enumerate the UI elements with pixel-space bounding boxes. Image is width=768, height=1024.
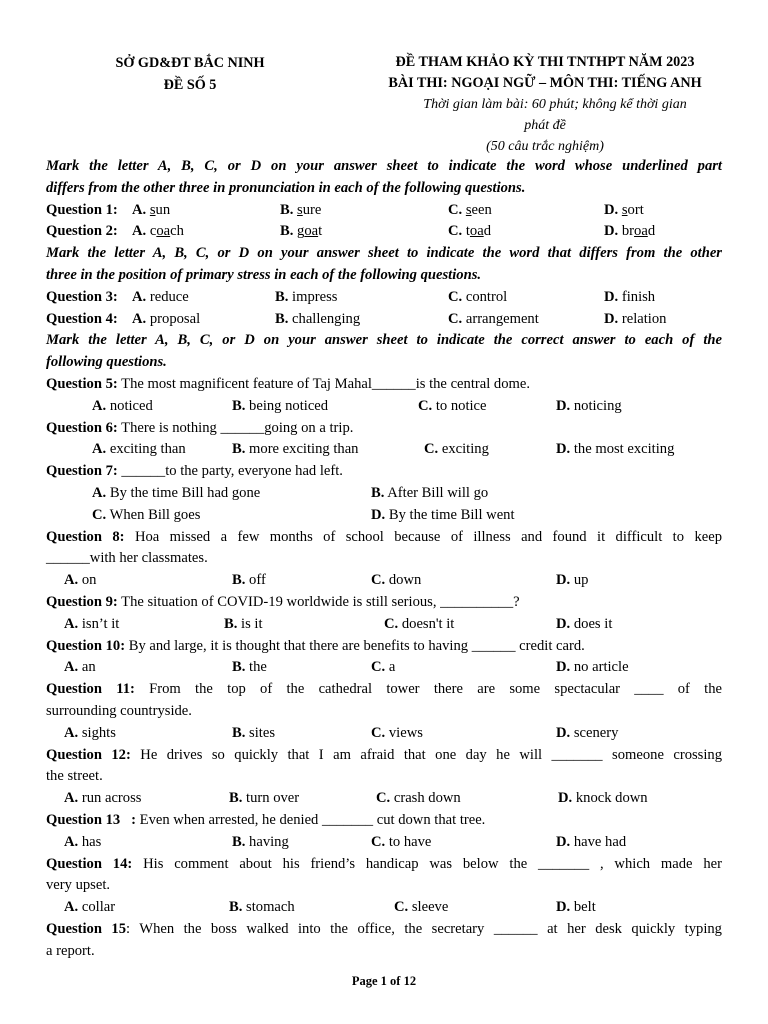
option-c[interactable]: C. sleeve: [394, 899, 449, 916]
question-7: [46, 461, 722, 483]
option-c[interactable]: C. to notice: [418, 397, 487, 414]
option-c[interactable]: C. seen: [448, 201, 492, 218]
option-d[interactable]: D. broad: [604, 223, 656, 240]
option-a[interactable]: A. exciting than: [92, 441, 186, 458]
option-c[interactable]: C. arrangement: [448, 310, 539, 327]
question-2: [46, 221, 722, 243]
option-c[interactable]: C. crash down: [376, 790, 461, 807]
option-a[interactable]: A. coach: [132, 223, 184, 240]
question-11-stem-cont: surrounding countryside.: [46, 702, 192, 719]
question-10: [46, 636, 722, 658]
question-label: Question 10:: [46, 637, 126, 654]
department-name: SỞ GD&ĐT BẮC NINH: [115, 55, 265, 71]
question-label: Question 9:: [46, 593, 118, 610]
question-label: Question 12:: [46, 746, 131, 763]
option-b[interactable]: B. sure: [280, 201, 322, 218]
question-15-stem-cont: a report.: [46, 942, 95, 959]
option-b[interactable]: B. more exciting than: [232, 441, 359, 458]
option-b[interactable]: B. having: [232, 833, 289, 850]
option-a[interactable]: A. on: [64, 572, 97, 589]
header-left: [100, 52, 280, 96]
option-d[interactable]: D. finish: [604, 288, 656, 305]
exam-title: ĐỀ THAM KHẢO KỲ THI TNTHPT NĂM 2023: [395, 54, 695, 70]
instruction-stress-line2: three in the position of primary stress in each of the following questions.: [46, 266, 482, 283]
question-stem: The situation of COVID-19 worldwide is still serious, __________?: [121, 593, 520, 610]
question-label: Question 5:: [46, 375, 118, 392]
option-b[interactable]: B. is it: [224, 615, 263, 632]
instruction-correct-line1: Mark the letter A, B, C, or D on your answer sheet to indicate the correct answer to each of the: [46, 332, 722, 349]
option-b[interactable]: B. impress: [275, 288, 338, 305]
option-b[interactable]: B. sites: [232, 724, 275, 741]
question-6-options: [46, 439, 722, 461]
question-label: Question 2:: [46, 223, 118, 240]
option-d[interactable]: D. knock down: [558, 790, 648, 807]
exam-time-cont: phát đề: [524, 118, 566, 133]
question-12: [46, 745, 722, 767]
question-14-options: [46, 897, 722, 919]
question-label: Question 15: [46, 920, 127, 937]
question-12-stem-cont: the street.: [46, 768, 103, 785]
question-14: [46, 854, 722, 876]
question-15: [46, 919, 722, 941]
question-5: [46, 374, 722, 396]
option-a[interactable]: A. sun: [132, 201, 171, 218]
question-8: [46, 527, 722, 549]
option-c[interactable]: C. to have: [371, 833, 432, 850]
option-c[interactable]: C. views: [371, 724, 423, 741]
option-a[interactable]: A. run across: [64, 790, 142, 807]
option-b[interactable]: B. the: [232, 659, 267, 676]
question-stem: ______to the party, everyone had left.: [121, 463, 343, 480]
option-d[interactable]: D. no article: [556, 659, 629, 676]
question-9: [46, 592, 722, 614]
option-a[interactable]: A. has: [64, 833, 102, 850]
question-label: Question 7:: [46, 463, 118, 480]
question-label: Question 14:: [46, 855, 133, 872]
question-stem: He drives so quickly that I am afraid that one day he will _______ someone crossing: [140, 746, 722, 763]
option-a[interactable]: A. noticed: [92, 397, 153, 414]
option-a[interactable]: A. sights: [64, 724, 116, 741]
question-7-options-row1: [46, 483, 722, 505]
question-label: Question 13 :: [46, 811, 136, 828]
question-label: Question 11:: [46, 681, 135, 698]
option-b[interactable]: B. being noticed: [232, 397, 329, 414]
option-a[interactable]: A. collar: [64, 899, 116, 916]
option-a[interactable]: A. isn’t it: [64, 615, 120, 632]
option-a[interactable]: A. an: [64, 659, 96, 676]
option-d[interactable]: D. noticing: [556, 397, 622, 414]
instruction-correct-line2: following questions.: [46, 354, 167, 371]
option-a[interactable]: A. proposal: [132, 310, 201, 327]
option-b[interactable]: B. turn over: [229, 790, 300, 807]
option-c[interactable]: C. toad: [448, 223, 491, 240]
option-d[interactable]: D. relation: [604, 310, 667, 327]
question-4: [46, 309, 722, 331]
question-stem: His comment about his friend’s handicap was below the _______ , which made her: [143, 855, 722, 872]
option-c[interactable]: C. When Bill goes: [92, 506, 201, 523]
question-7-options-row2: [46, 505, 722, 527]
option-b[interactable]: B. After Bill will go: [371, 484, 489, 501]
question-stem: By and large, it is thought that there are benefits to having ______ credit card.: [128, 637, 585, 654]
question-6: [46, 418, 722, 440]
question-label: Question 8:: [46, 528, 125, 545]
header-right: [370, 52, 720, 157]
question-stem: From the top of the cathedral tower there are some spectacular ____ of the: [149, 681, 723, 698]
option-d[interactable]: D. scenery: [556, 724, 619, 741]
exam-time: Thời gian làm bài: 60 phút; không kể thời gian: [423, 97, 687, 112]
question-label: Question 6:: [46, 419, 118, 436]
question-14-stem-cont: very upset.: [46, 877, 111, 894]
instruction-pronunciation-line2: differs from the other three in pronunciation in each of the following questions.: [46, 179, 526, 196]
option-b[interactable]: B. goat: [280, 223, 323, 240]
question-10-options: [46, 657, 722, 679]
question-1: [46, 200, 722, 222]
instruction-pronunciation-line1: Mark the letter A, B, C, or D on your answer sheet to indicate the word whose underlined part: [46, 158, 722, 174]
option-d[interactable]: D. up: [556, 572, 589, 589]
option-c[interactable]: C. doesn't it: [384, 615, 455, 632]
question-stem: Hoa missed a few months of school because of illness and found it difficult to keep: [134, 528, 722, 545]
question-11: [46, 679, 722, 701]
option-d[interactable]: D. By the time Bill went: [371, 506, 515, 523]
question-stem: The most magnificent feature of Taj Mahal______is the central dome.: [121, 375, 530, 392]
question-13-options: [46, 832, 722, 854]
exam-subject: BÀI THI: NGOẠI NGỮ – MÔN THI: TIẾNG ANH: [388, 75, 702, 91]
question-label: Question 4:: [46, 310, 118, 327]
option-c[interactable]: C. a: [371, 659, 396, 676]
question-8-stem-cont: ______with her classmates.: [46, 550, 208, 567]
option-d[interactable]: D. sort: [604, 201, 644, 218]
option-c[interactable]: C. control: [448, 288, 508, 305]
question-stem: Even when arrested, he denied _______ cut down that tree.: [139, 811, 486, 828]
question-8-options: [46, 570, 722, 592]
option-a[interactable]: A. reduce: [132, 288, 189, 305]
option-a[interactable]: A. By the time Bill had gone: [92, 484, 261, 501]
question-count: (50 câu trắc nghiệm): [486, 139, 604, 154]
option-c[interactable]: C. down: [371, 572, 422, 589]
question-list: [46, 156, 722, 962]
option-b[interactable]: B. challenging: [275, 310, 361, 327]
option-d[interactable]: D. does it: [556, 615, 613, 632]
question-12-options: [46, 788, 722, 810]
instruction-stress-line1: Mark the letter A, B, C, or D on your answer sheet to indicate the word that differs from the other: [46, 245, 722, 262]
option-b[interactable]: B. off: [232, 572, 266, 589]
option-d[interactable]: D. belt: [556, 899, 596, 916]
exam-number: ĐỀ SỐ 5: [163, 77, 217, 93]
question-9-options: [46, 614, 722, 636]
page-number: Page 1 of 12: [351, 974, 417, 988]
question-stem: There is nothing ______going on a trip.: [121, 419, 354, 436]
question-13: [46, 810, 722, 832]
question-label: Question 1:: [46, 201, 118, 218]
option-d[interactable]: D. the most exciting: [556, 441, 675, 458]
question-11-options: [46, 723, 722, 745]
option-b[interactable]: B. stomach: [229, 899, 295, 916]
question-stem: : When the boss walked into the office, the secretary ______ at her desk quickly typing: [126, 920, 722, 937]
option-d[interactable]: D. have had: [556, 833, 627, 850]
option-c[interactable]: C. exciting: [424, 441, 489, 458]
question-label: Question 3:: [46, 288, 118, 305]
question-3: [46, 287, 722, 309]
question-5-options: [46, 396, 722, 418]
